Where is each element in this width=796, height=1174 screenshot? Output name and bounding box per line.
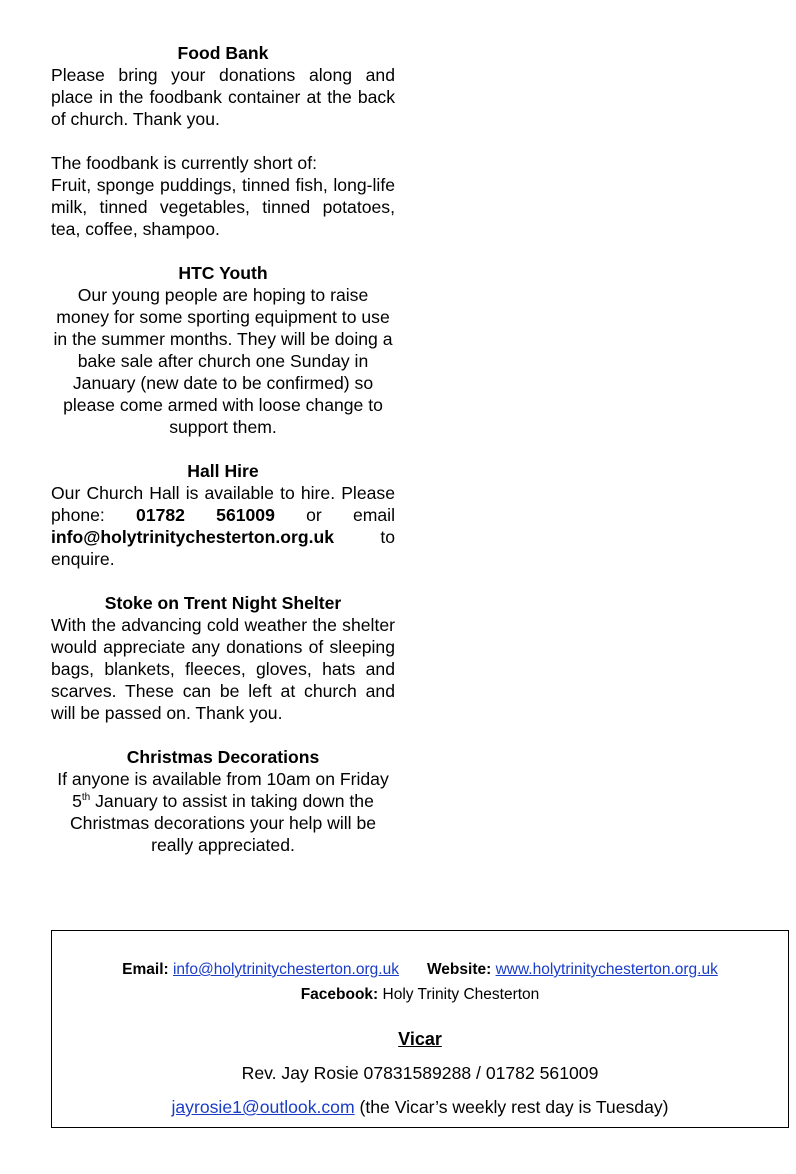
website-link[interactable]: www.holytrinitychesterton.org.uk [495, 961, 718, 978]
vicar-heading: Vicar [398, 1029, 442, 1049]
christmas-text-1: If anyone is available from 10am on Friday 5 [57, 769, 389, 811]
htc-youth-body: Our young people are hoping to raise money for some sporting equipment to use in the summer months. They will be doing a bake sale after church one Sunday in January (new date to be confirmed) so please come armed with loose change to support them. [53, 285, 393, 437]
vicar-contact-line: Rev. Jay Rosie 07831589288 / 01782 561009 [241, 1063, 599, 1083]
hall-hire-text-1: Our Church Hall is available to hire. Please phone: [51, 483, 395, 525]
vicar-rest-day-note: (the Vicar’s weekly rest day is Tuesday) [354, 1097, 669, 1117]
htc-youth-heading: HTC Youth [178, 263, 268, 283]
contact-row-facebook [52, 986, 788, 1004]
notices-column [51, 42, 395, 878]
night-shelter-heading: Stoke on Trent Night Shelter [104, 593, 342, 613]
christmas-heading: Christmas Decorations [126, 747, 320, 767]
facebook-label: Facebook: [300, 986, 379, 1003]
email-label: Email: [122, 961, 169, 978]
hall-hire-heading: Hall Hire [187, 461, 259, 481]
christmas-superscript: th [81, 792, 91, 804]
hall-hire-text-2: or email [274, 505, 396, 525]
contact-box [51, 930, 789, 1128]
food-bank-short-of-label: The foodbank is currently short of: [51, 153, 317, 173]
christmas-body [51, 768, 395, 856]
food-bank-short-of-list: Fruit, sponge puddings, tinned fish, long-life milk, tinned vegetables, tinned potatoes, tea, coffee, shampoo. [51, 175, 395, 239]
contact-row-email-website [52, 961, 788, 979]
christmas-text-2: January to assist in taking down the Christmas decorations your help will be really appreciated. [69, 791, 377, 855]
food-bank-heading: Food Bank [177, 43, 269, 63]
hall-hire-email: info@holytrinitychesterton.org.uk [51, 527, 335, 547]
hall-hire-body [51, 482, 395, 570]
website-label: Website: [426, 961, 492, 978]
email-link[interactable]: info@holytrinitychesterton.org.uk [172, 961, 399, 978]
hall-hire-section [51, 460, 395, 570]
htc-youth-section [51, 262, 395, 438]
hall-hire-text-3: to enquire. [51, 527, 395, 569]
night-shelter-section [51, 592, 395, 724]
food-bank-paragraph-2 [51, 152, 395, 240]
vicar-email-line [52, 1097, 788, 1118]
night-shelter-body: With the advancing cold weather the shelter would appreciate any donations of sleeping bags, blankets, fleeces, gloves, hats and scarves. These can be left at church and will be passed on. Thank you. [51, 615, 395, 723]
vicar-email-link[interactable]: jayrosie1@outlook.com [171, 1097, 355, 1117]
christmas-section [51, 746, 395, 856]
food-bank-section [51, 42, 395, 240]
food-bank-paragraph-1: Please bring your donations along and place in the foodbank container at the back of church. Thank you. [51, 65, 395, 129]
hall-hire-phone: 01782 561009 [136, 505, 275, 525]
facebook-value: Holy Trinity Chesterton [378, 986, 540, 1003]
